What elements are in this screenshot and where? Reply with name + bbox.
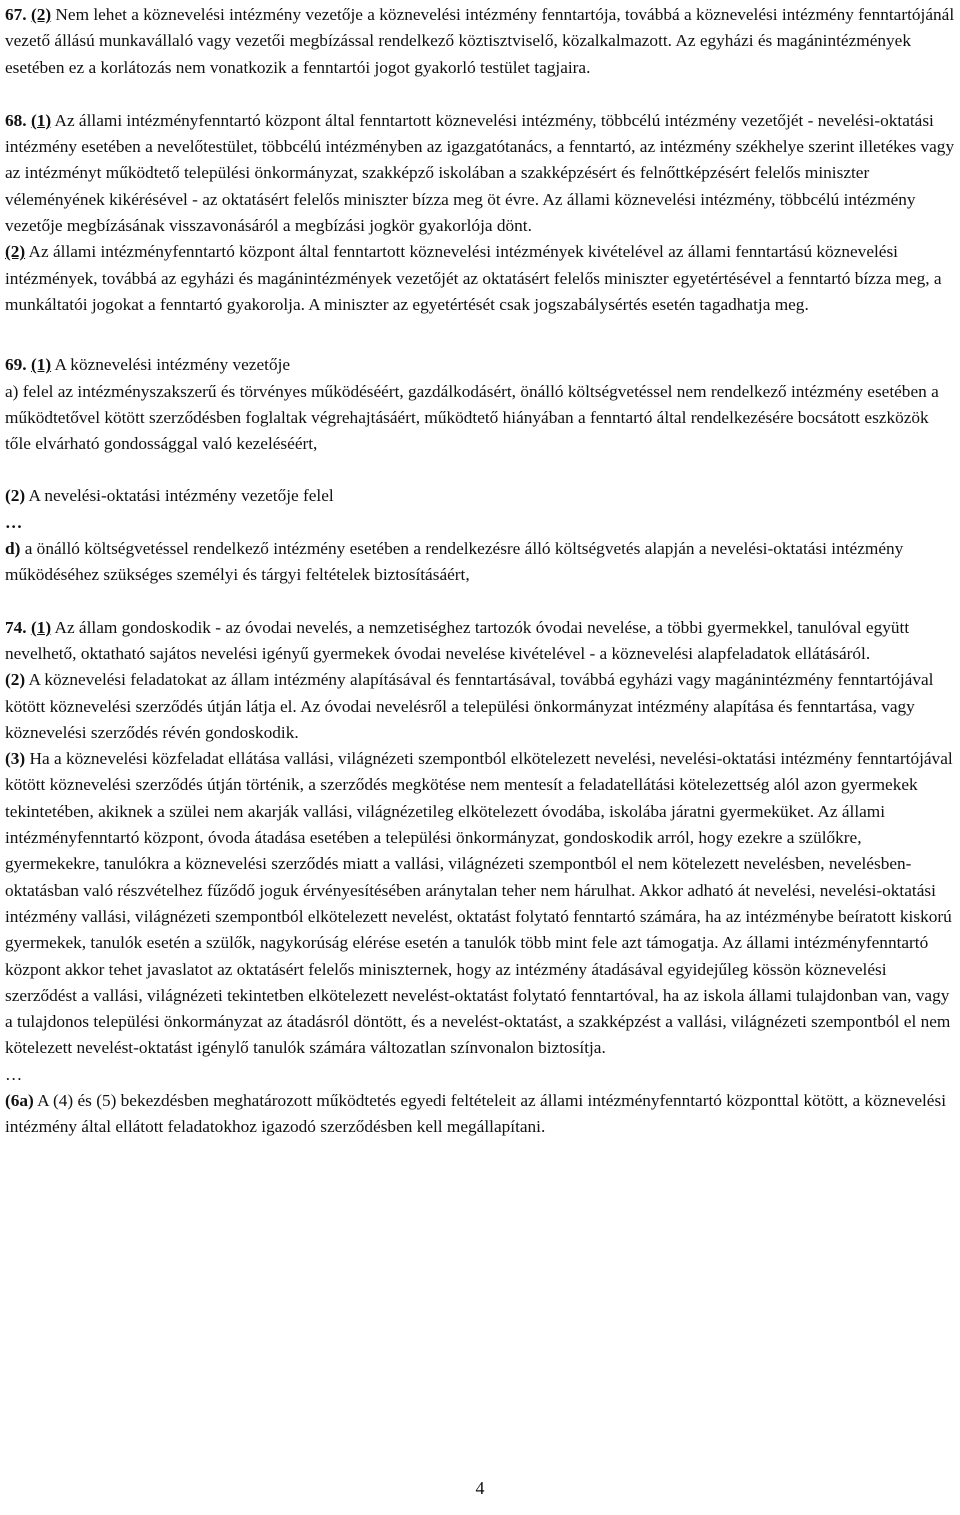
section-number: 68. (5, 110, 27, 130)
section-67-paragraph-2 (5, 2, 956, 81)
paragraph-label: (2) (5, 486, 26, 506)
paragraph-text: A köznevelési intézmény vezetője (51, 355, 291, 375)
spacer (5, 589, 956, 615)
spacer (5, 81, 956, 108)
paragraph-label: (2) (5, 242, 26, 262)
section-74-paragraph-1 (5, 615, 956, 668)
paragraph-text: Nem lehet a köznevelési intézmény vezetője a köznevelési intézmény fenntartója, továbbá a köznevelési intézmény fenntartójánál vezető állású munkavállaló vagy vezetői megbízással rendelkező köztisztviselő, közalkalmazott. Az egyházi és magánintézmények esetében ez a korlátozás nem vonatkozik a fenntartói jogot gyakorló testület tagjaira. (5, 5, 955, 77)
paragraph-label: (6a) (5, 1090, 34, 1110)
point-text: a önálló költségvetéssel rendelkező intézmény esetében a rendelkezésre álló költségvetés alapján a nevelési-oktatási intézmény működéséhez szükséges személyi és tárgyi feltételek biztosításáért, (5, 539, 904, 585)
ellipsis (5, 510, 956, 536)
ellipsis: … (5, 1064, 23, 1084)
paragraph-text: Az állam gondoskodik - az óvodai nevelés, a nemzetiséghez tartozók óvodai nevelése, a többi gyermekkel, tanulóval együtt nevelhető, oktatható sajátos nevelési igényű gyermekek óvodai nevelése kivételével - a köznevelési alapfeladatok ellátásáról. (5, 617, 910, 663)
point-label: d) (5, 539, 21, 559)
section-74-paragraph-6a (5, 1088, 956, 1141)
section-69-point-a: a) felel az intézményszakszerű és törvényes működéséért, gazdálkodásért, önálló költségvetéssel nem rendelkező intézmény esetében a működtetővel kötött szerződésben foglaltak végrehajtásáért, működtető hiányában a fenntartó által rendelkezésére bocsátott eszközök tőle elvárható gondossággal való kezeléséért, (5, 381, 939, 454)
section-number: 74. (5, 617, 27, 637)
paragraph-text: A (4) és (5) bekezdésben meghatározott működtetés egyedi feltételeit az állami intézményfenntartó központtal kötött, a köznevelési intézmény által ellátott feladatokhoz igazodó szerződésben kell megállapítani. (5, 1090, 947, 1137)
section-68-paragraph-2 (5, 239, 956, 318)
paragraph-label: (2) (5, 670, 26, 690)
paragraph-label: (3) (5, 749, 26, 769)
section-69-paragraph-1 (5, 352, 956, 378)
spacer (5, 457, 956, 483)
paragraph-text: A nevelési-oktatási intézmény vezetője felel (25, 486, 334, 506)
paragraph-label: (2) (30, 5, 52, 24)
section-74-paragraph-3 (5, 746, 956, 1062)
spacer (5, 318, 956, 352)
paragraph-label: (1) (30, 617, 52, 637)
paragraph-label: (1) (30, 110, 52, 130)
paragraph-label: (1) (30, 355, 52, 375)
paragraph-text: A köznevelési feladatokat az állam intézmény alapításával és fenntartásával, továbbá egyházi vagy magánintézmény fenntartójával kötött köznevelési szerződés útján látja el. Az óvodai nevelésről a települési önkormányzat intézmény alapítása és fenntartása, vagy köznevelési szerződés révén gondoskodik. (5, 670, 934, 742)
page-number: 4 (475, 1478, 485, 1498)
section-number: 67. (5, 5, 27, 24)
paragraph-text: Ha a köznevelési közfeladat ellátása vallási, világnézeti szempontból elkötelezett nevelési, nevelési-oktatási intézmény fenntartójával kötött köznevelési szerződés útján történik, a szerződés megkötése nem mentesít a feladatellátási kötelezettség alól azon gyermekek tekintetében, akiknek a szülei nem akarják vallási, világnézetileg elkötelezett óvodába, iskolába járatni gyermeküket. Az állami intézményfenntartó központ, óvoda átadása esetében a települési önkormányzat, gondoskodik arról, hogy ezekre a szülőkre, gyermekekre, tanulókra a köznevelési szerződés miatt a vallási, világnézeti szempontból el nem kötelezett nevelésben, nevelésben-oktatásban való részvételhez fűződő joguk érvényesítésében aránytalan teher nem hárulhat. Akkor adható át nevelési, nevelési-oktatási intézmény vallási, világnézeti szempontból elkötelezett nevelést, oktatást folytató fenntartó számára, ha az intézménybe beíratott kiskorú gyermekek, tanulók esetén a szülők, nagykorúság elérése esetén a tanulók több mint fele azt támogatja. Az állami intézményfenntartó központ akkor tehet javaslatot az oktatásért felelős miniszternek, hogy az intézmény átadásával egyidejűleg kössön köznevelési szerződést a vallási, világnézeti tekintetben elkötelezett nevelést-oktatást folytató fenntartóval, ha az iskola állami tulajdonban van, vagy a tulajdonos települési önkormányzat az átadásról döntött, és a nevelést-oktatást, a szakképzést a vallási, világnézeti szempontból el nem kötelezett nevelést-oktatást igénylő tanulók számára változatlan színvonalon biztosítja. (5, 749, 953, 1058)
section-69-paragraph-2 (5, 483, 956, 509)
paragraph-text: Az állami intézményfenntartó központ által fenntartott köznevelési intézmény, többcélú intézmény vezetőjét - nevelési-oktatási intézmény esetében a nevelőtestület, többcélú intézményben az igazgatótanács, a fenntartó, az intézmény székhelye szerint illetékes vagy az intézményt működtető települési önkormányzat, szakképző iskolában a szakképzésért és felnőttképzésért felelős miniszter véleményének kikérésével - az oktatásért felelős miniszter bízza meg öt évre. Az állami köznevelési intézmény, többcélú intézmény vezetője megbízásának visszavonásáról a megbízási jogkör gyakorlója dönt. (5, 110, 955, 236)
section-number: 69. (5, 355, 27, 375)
ellipsis-text: … (5, 512, 23, 532)
section-68-paragraph-1 (5, 108, 956, 239)
section-69-point-d (5, 536, 956, 589)
paragraph-text: Az állami intézményfenntartó központ által fenntartott köznevelési intézmények kivételével az állami fenntartású köznevelési intézmények, továbbá az egyházi és magánintézmények vezetőjét az oktatásért felelős miniszter egyetértésével a fenntartó bízza meg, a munkáltatói jogokat a fenntartó gyakorolja. A miniszter az egyetértését csak jogszabálysértés esetén tagadhatja meg. (5, 242, 942, 314)
section-74-paragraph-2 (5, 667, 956, 746)
